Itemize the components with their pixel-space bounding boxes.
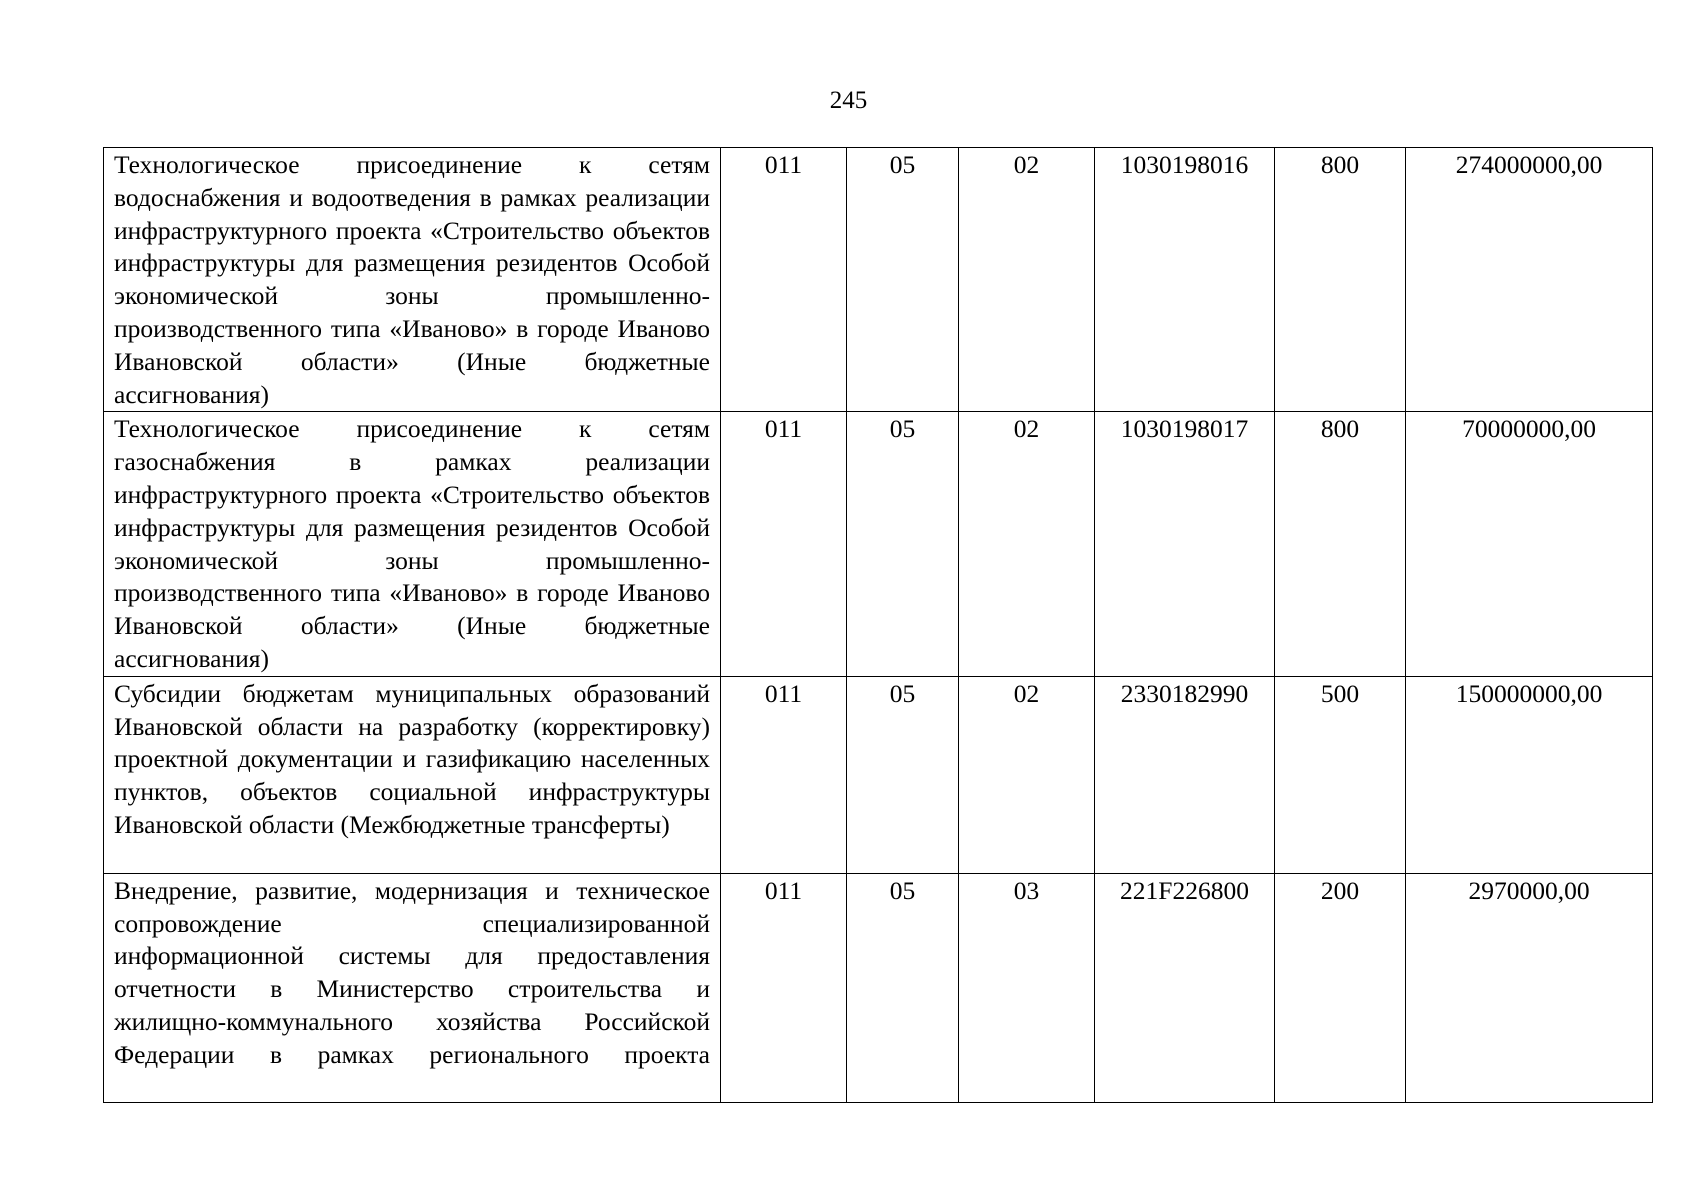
row-code: 011 bbox=[721, 412, 847, 676]
budget-table bbox=[103, 147, 1653, 1103]
row-target-article: 221F226800 bbox=[1095, 873, 1275, 1102]
row-subsection: 02 bbox=[959, 148, 1095, 412]
row-section: 05 bbox=[847, 873, 959, 1102]
row-code: 011 bbox=[721, 873, 847, 1102]
row-amount: 70000000,00 bbox=[1406, 412, 1653, 676]
table-row bbox=[104, 873, 1653, 1102]
row-code: 011 bbox=[721, 676, 847, 873]
row-amount: 274000000,00 bbox=[1406, 148, 1653, 412]
row-code: 011 bbox=[721, 148, 847, 412]
row-description: Технологическое присоединение к сетям газоснабжения в рамках реализации инфраструктурного проекта «Строительство объектов инфраструктуры для размещения резидентов Особой экономической зоны промышленно-производственного типа «Иваново» в городе Иваново Ивановской области» (Иные бюджетные ассигнования) bbox=[104, 412, 721, 676]
row-expense-type: 500 bbox=[1275, 676, 1406, 873]
row-target-article: 1030198017 bbox=[1095, 412, 1275, 676]
row-target-article: 2330182990 bbox=[1095, 676, 1275, 873]
row-expense-type: 200 bbox=[1275, 873, 1406, 1102]
row-section: 05 bbox=[847, 148, 959, 412]
row-expense-type: 800 bbox=[1275, 148, 1406, 412]
row-expense-type: 800 bbox=[1275, 412, 1406, 676]
row-subsection: 02 bbox=[959, 412, 1095, 676]
page-number: 245 bbox=[829, 87, 868, 114]
table-row bbox=[104, 676, 1653, 873]
row-target-article: 1030198016 bbox=[1095, 148, 1275, 412]
row-section: 05 bbox=[847, 412, 959, 676]
table-row bbox=[104, 148, 1653, 412]
row-subsection: 02 bbox=[959, 676, 1095, 873]
row-amount: 2970000,00 bbox=[1406, 873, 1653, 1102]
row-subsection: 03 bbox=[959, 873, 1095, 1102]
row-description: Субсидии бюджетам муниципальных образований Ивановской области на разработку (корректировку) проектной документации и газификацию населенных пунктов, объектов социальной инфраструктуры Ивановской области (Межбюджетные трансферты) bbox=[104, 676, 721, 873]
row-description: Технологическое присоединение к сетям водоснабжения и водоотведения в рамках реализации инфраструктурного проекта «Строительство объектов инфраструктуры для размещения резидентов Особой экономической зоны промышленно-производственного типа «Иваново» в городе Иваново Ивановской области» (Иные бюджетные ассигнования) bbox=[104, 148, 721, 412]
table-row bbox=[104, 412, 1653, 676]
row-amount: 150000000,00 bbox=[1406, 676, 1653, 873]
row-section: 05 bbox=[847, 676, 959, 873]
row-description: Внедрение, развитие, модернизация и техническое сопровождение специализированной информационной системы для предоставления отчетности в Министерство строительства и жилищно-коммунального хозяйства Российской Федерации в рамках регионального проекта bbox=[104, 873, 721, 1102]
